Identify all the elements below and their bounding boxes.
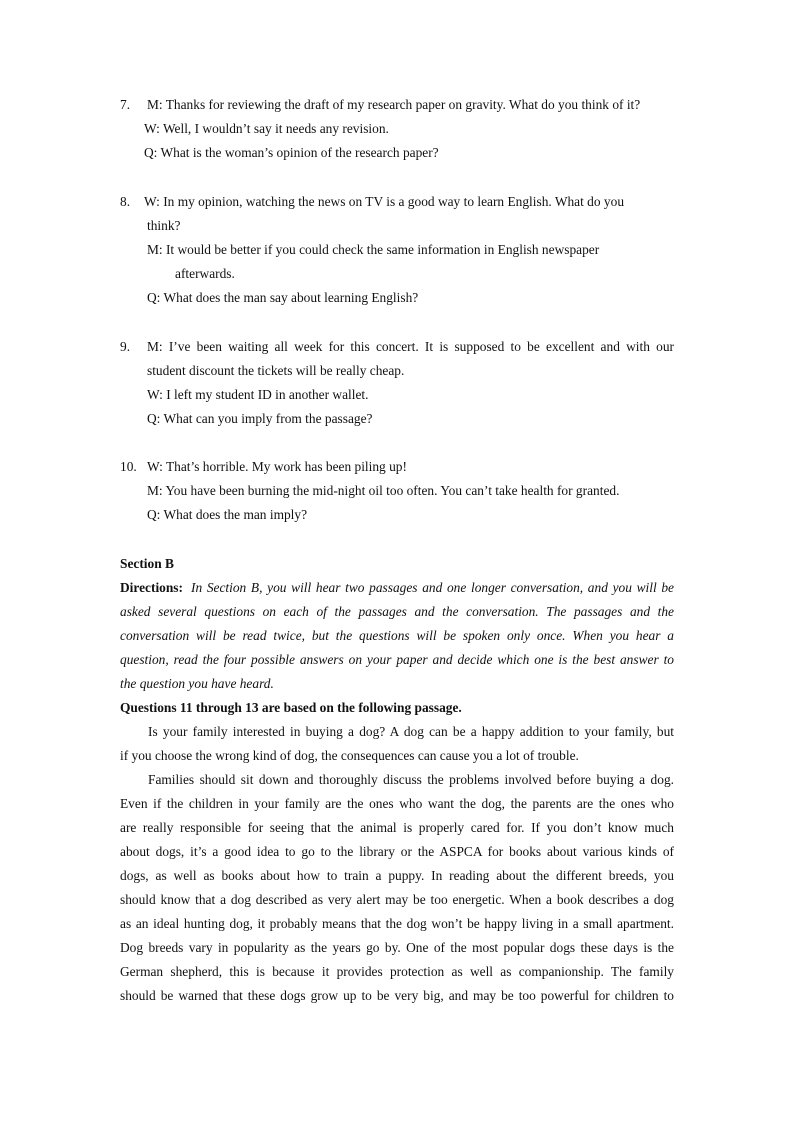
directions-line-2: asked several questions on each of the passages and the conversation. The passages and the <box>120 604 674 619</box>
q7-man-line: M: Thanks for reviewing the draft of my research paper on gravity. What do you think of it? <box>147 97 641 112</box>
section-b-heading: Section B <box>120 556 174 571</box>
directions-line-4: question, read the four possible answers on your paper and decide which one is the best answer to <box>120 652 674 667</box>
q10-woman-line: W: That’s horrible. My work has been piling up! <box>147 459 407 474</box>
directions-label: Directions: <box>120 580 183 595</box>
directions-line-1: In Section B, you will hear two passages and one longer conversation, and you will be <box>191 580 674 595</box>
passage-line-2: if you choose the wrong kind of dog, the consequences can cause you a lot of trouble. <box>120 748 579 763</box>
passage-line-1: Is your family interested in buying a dog? A dog can be a happy addition to your family, but <box>148 724 674 739</box>
q8-woman-line-2: think? <box>147 218 181 233</box>
q9-man-line-1: M: I’ve been waiting all week for this concert. It is supposed to be excellent and with our <box>147 339 674 354</box>
passage-line-11: German shepherd, this is because it provides protection as well as companionship. The family <box>120 964 674 979</box>
q9-woman-line: W: I left my student ID in another wallet. <box>147 387 369 402</box>
passage-line-9: as an ideal hunting dog, it probably means that the dog won’t be happy living in a small apartment. <box>120 916 674 931</box>
passage-line-7: dogs, as well as books about how to train a puppy. In reading about the different breeds, you <box>120 868 674 883</box>
directions-line-3: conversation will be read twice, but the questions will be spoken only once. When you hear a <box>120 628 674 643</box>
q10-man-line: M: You have been burning the mid-night oil too often. You can’t take health for granted. <box>147 483 620 498</box>
passage-line-8: should know that a dog described as very alert may be too energetic. When a book describes a dog <box>120 892 674 907</box>
q8-woman-line-1: W: In my opinion, watching the news on TV is a good way to learn English. What do you <box>144 194 625 209</box>
directions-line-5: the question you have heard. <box>120 676 274 691</box>
q8-man-line-2: afterwards. <box>175 266 235 281</box>
passage-line-12: should be warned that these dogs grow up to be very big, and may be too powerful for children to <box>120 988 674 1003</box>
passage-heading: Questions 11 through 13 are based on the following passage. <box>120 700 462 715</box>
q8-number: 8. <box>120 194 131 209</box>
passage-line-5: are really responsible for seeing that the animal is properly cared for. If you don’t know much <box>120 820 674 835</box>
passage-line-3: Families should sit down and thoroughly discuss the problems involved before buying a dog. <box>148 772 674 787</box>
q7-woman-line: W: Well, I wouldn’t say it needs any revision. <box>144 121 389 136</box>
passage-line-10: Dog breeds vary in popularity as the years go by. One of the most popular dogs these days is the <box>120 940 674 955</box>
q7-number: 7. <box>120 97 131 112</box>
q10-number: 10. <box>120 459 137 474</box>
q8-man-line-1: M: It would be better if you could check the same information in English newspaper <box>147 242 600 257</box>
passage-line-6: about dogs, it’s a good idea to go to the library or the ASPCA for books about various kinds of <box>120 844 674 859</box>
q9-man-line-2: student discount the tickets will be really cheap. <box>147 363 405 378</box>
q9-question-line: Q: What can you imply from the passage? <box>147 411 373 426</box>
q9-number: 9. <box>120 339 131 354</box>
q7-question-line: Q: What is the woman’s opinion of the research paper? <box>144 145 439 160</box>
q8-question-line: Q: What does the man say about learning English? <box>147 290 419 305</box>
q10-question-line: Q: What does the man imply? <box>147 507 308 522</box>
passage-line-4: Even if the children in your family are the ones who want the dog, the parents are the ones who <box>120 796 674 811</box>
